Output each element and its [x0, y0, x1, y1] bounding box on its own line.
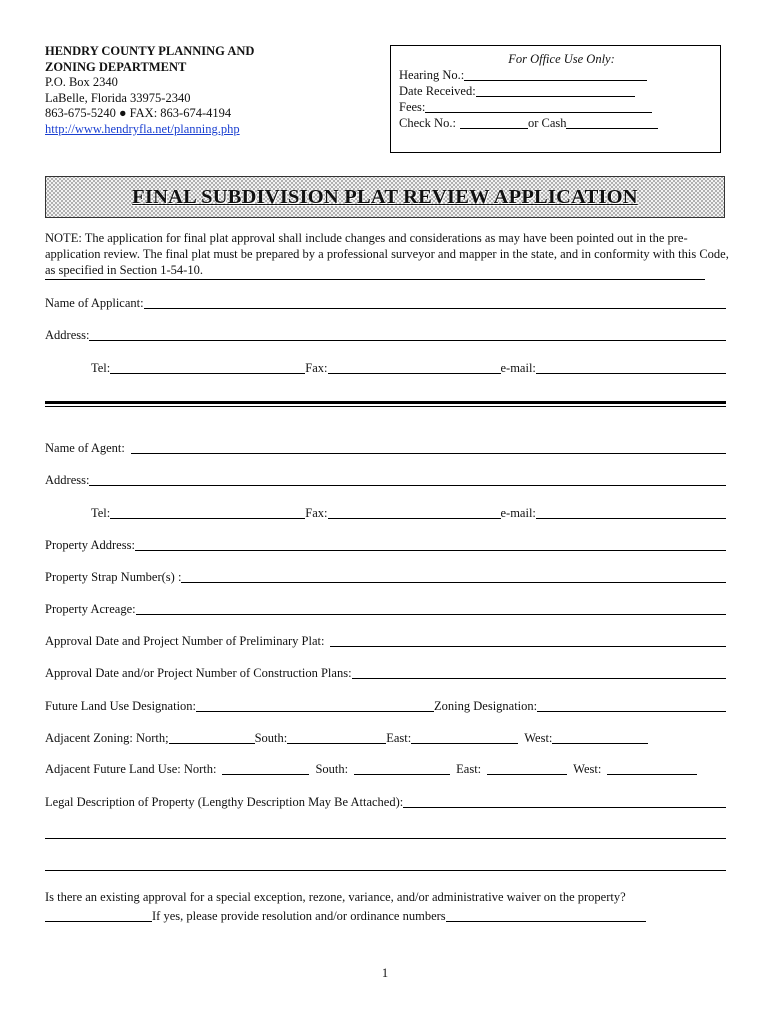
applicant-tel-field[interactable] — [110, 373, 305, 374]
adjacent-zoning-west-field[interactable] — [552, 743, 648, 744]
section-divider — [45, 401, 726, 409]
adjacent-flu-label: Adjacent Future Land Use: North: — [45, 762, 217, 776]
adjacent-zoning-row — [45, 730, 726, 746]
office-use-box — [390, 45, 721, 153]
applicant-fax-field[interactable] — [328, 373, 501, 374]
fees-field[interactable] — [425, 112, 652, 113]
preliminary-plat-field[interactable] — [330, 646, 726, 647]
future-land-use-field[interactable] — [196, 711, 434, 712]
preliminary-plat-label: Approval Date and Project Number of Preliminary Plat: — [45, 634, 325, 648]
agent-fax-field[interactable] — [328, 518, 501, 519]
applicant-name-field[interactable] — [144, 308, 726, 309]
property-acreage-field[interactable] — [136, 614, 726, 615]
legal-description-row — [45, 794, 726, 810]
applicant-address-field[interactable] — [89, 340, 726, 341]
agent-tel-field[interactable] — [110, 518, 305, 519]
department-header — [45, 44, 254, 138]
designation-row — [45, 698, 726, 714]
construction-plans-field[interactable] — [352, 678, 726, 679]
applicant-tel-label: Tel: — [91, 361, 111, 375]
check-no-field[interactable] — [460, 128, 528, 129]
agent-address-label: Address: — [45, 473, 90, 487]
property-address-label: Property Address: — [45, 538, 135, 552]
existing-approval-row — [45, 908, 685, 924]
hearing-field[interactable] — [464, 80, 647, 81]
po-box: P.O. Box 2340 — [45, 75, 118, 90]
construction-plans-label: Approval Date and/or Project Number of Construction Plans: — [45, 666, 352, 680]
form-title: FINAL SUBDIVISION PLAT REVIEW APPLICATION — [132, 185, 638, 208]
applicant-address-row — [45, 327, 726, 343]
adjacent-zoning-south-field[interactable] — [287, 743, 386, 744]
agent-email-label: e-mail: — [500, 506, 536, 520]
adjacent-flu-east-label: East: — [456, 762, 482, 776]
property-strap-field[interactable] — [181, 582, 726, 583]
agent-address-row — [45, 472, 726, 488]
hearing-label: Hearing No.: — [399, 68, 465, 82]
zoning-designation-label: Zoning Designation: — [434, 699, 538, 713]
note-text: NOTE: The application for final plat approval shall include changes and considerations as may have been pointed out in the pre-application review. The final plat must be prepared by a professional surveyor and mapper in the state, and in conformity with this Code, as specified in Section 1-54-10. — [45, 231, 729, 277]
adjacent-flu-south-label: South: — [315, 762, 349, 776]
agent-name-row — [45, 440, 726, 456]
page-number: 1 — [381, 966, 389, 980]
legal-description-label: Legal Description of Property (Lengthy Description May Be Attached): — [45, 795, 404, 809]
planning-website-link[interactable]: http://www.hendryfla.net/planning.php — [45, 121, 240, 136]
property-acreage-row — [45, 601, 726, 617]
adjacent-flu-south-field[interactable] — [354, 774, 450, 775]
adjacent-flu-west-label: West: — [573, 762, 602, 776]
existing-approval-if-yes-label: If yes, please provide resolution and/or ordinance numbers — [152, 909, 446, 923]
fees-label: Fees: — [399, 100, 426, 114]
adjacent-zoning-north-field[interactable] — [169, 743, 255, 744]
resolution-numbers-field[interactable] — [446, 921, 646, 922]
phone-fax: 863-675-5240 ● FAX: 863-674-4194 — [45, 106, 232, 121]
adjacent-zoning-label: Adjacent Zoning: North; — [45, 731, 169, 745]
adjacent-flu-east-field[interactable] — [487, 774, 567, 775]
existing-approval-answer-field[interactable] — [45, 921, 152, 922]
existing-approval-question: Is there an existing approval for a special exception, rezone, variance, and/or administrative waiver on the property? — [45, 890, 626, 904]
org-name-line1: HENDRY COUNTY PLANNING AND — [45, 44, 255, 58]
or-cash-label: or Cash — [527, 116, 567, 130]
adjacent-flu-north-field[interactable] — [222, 774, 309, 775]
agent-fax-label: Fax: — [305, 506, 328, 520]
agent-email-field[interactable] — [536, 518, 726, 519]
cash-field[interactable] — [566, 128, 658, 129]
property-strap-label: Property Strap Number(s) : — [45, 570, 182, 584]
adjacent-flu-row — [45, 761, 726, 777]
adjacent-zoning-east-label: East: — [386, 731, 412, 745]
applicant-name-row — [45, 295, 726, 311]
adjacent-flu-west-field[interactable] — [607, 774, 697, 775]
property-address-row — [45, 537, 726, 553]
form-title-banner — [45, 176, 725, 218]
property-address-field[interactable] — [135, 550, 726, 551]
agent-name-field[interactable] — [131, 453, 726, 454]
legal-description-line-2[interactable] — [45, 838, 726, 839]
agent-tel-label: Tel: — [91, 506, 111, 520]
applicant-email-field[interactable] — [536, 373, 726, 374]
property-strap-row — [45, 569, 726, 585]
check-no-label: Check No.: — [399, 116, 456, 130]
preliminary-plat-row — [45, 633, 726, 649]
applicant-contact-row — [91, 360, 726, 376]
note-underline — [45, 279, 705, 280]
applicant-fax-label: Fax: — [305, 361, 328, 375]
org-name-line2: ZONING DEPARTMENT — [45, 59, 187, 74]
applicant-name-label: Name of Applicant: — [45, 296, 144, 310]
applicant-email-label: e-mail: — [500, 361, 536, 375]
agent-address-field[interactable] — [89, 485, 726, 486]
adjacent-zoning-west-label: West: — [524, 731, 553, 745]
office-use-title: For Office Use Only: — [508, 52, 615, 66]
date-received-field[interactable] — [476, 96, 635, 97]
applicant-address-label: Address: — [45, 328, 90, 342]
adjacent-zoning-east-field[interactable] — [411, 743, 518, 744]
future-land-use-label: Future Land Use Designation: — [45, 699, 197, 713]
legal-description-line-3[interactable] — [45, 870, 726, 871]
construction-plans-row — [45, 665, 726, 681]
legal-description-field[interactable] — [403, 807, 726, 808]
agent-contact-row — [91, 505, 726, 521]
agent-name-label: Name of Agent: — [45, 441, 125, 455]
city-state-zip: LaBelle, Florida 33975-2340 — [45, 90, 191, 105]
date-received-label: Date Received: — [399, 84, 476, 98]
property-acreage-label: Property Acreage: — [45, 602, 136, 616]
adjacent-zoning-south-label: South: — [254, 731, 288, 745]
zoning-designation-field[interactable] — [537, 711, 726, 712]
